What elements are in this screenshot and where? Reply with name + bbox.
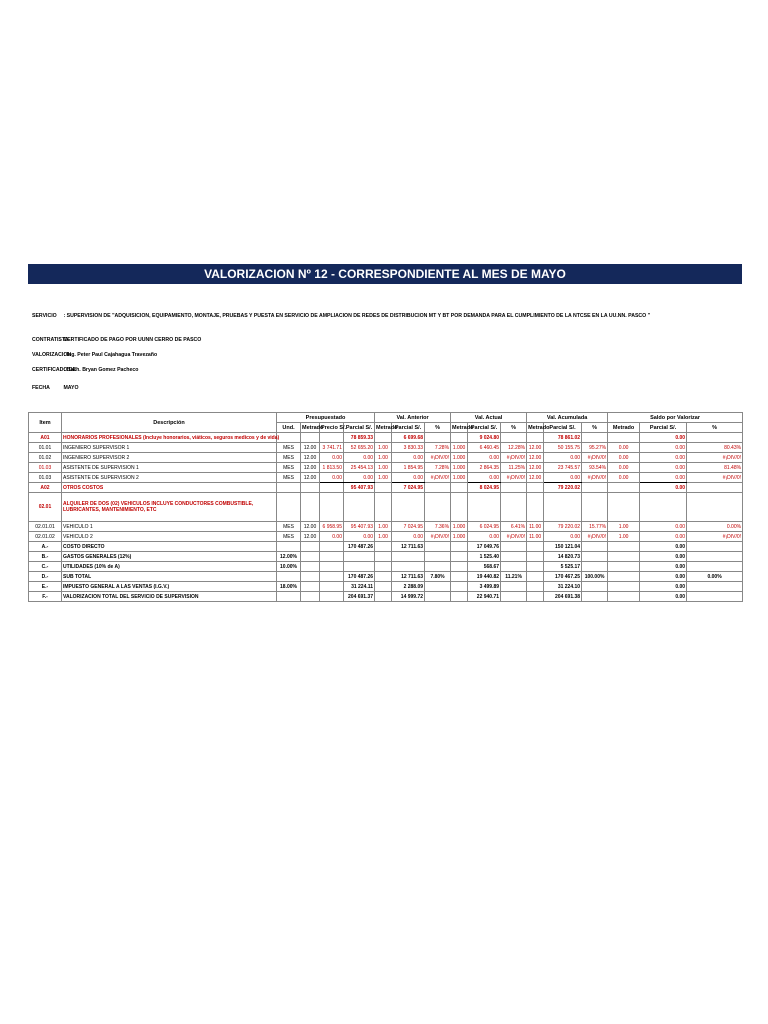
row-item: 01.02 [29, 453, 62, 463]
contratista-value: CERTIFICADO DE PAGO POR UUNN CERRO DE PASCO [63, 337, 202, 343]
total-sal-pct [687, 552, 743, 562]
total-acu-pct [582, 562, 608, 572]
row-parcial: 0.00 [344, 532, 375, 542]
total-acu-parcial: 14 820.73 [544, 552, 582, 562]
row-item: 02.01.02 [29, 532, 62, 542]
row-desc: OTROS COSTOS [62, 483, 277, 493]
total-act-parcial: 22 940.71 [468, 592, 501, 602]
total-sal-pct [687, 582, 743, 592]
total-und: 18.00% [277, 582, 301, 592]
row-anterior: 7 024.95 [392, 483, 425, 493]
total-row [29, 552, 743, 562]
total-parcial: 31 224.11 [344, 582, 375, 592]
header-parcial: Parcial S/. [344, 423, 375, 433]
total-ant-pct [425, 552, 451, 562]
total-ant-pct: 7.80% [425, 572, 451, 582]
row-desc: INGENIERO SUPERVISOR 1 [62, 443, 277, 453]
valorizacion-label: VALORIZACION [32, 352, 72, 358]
total-parcial [344, 562, 375, 572]
header-metrado: Metrado [452, 424, 474, 431]
row-parcial: 95 407.93 [344, 522, 375, 532]
total-desc: SUB TOTAL [62, 572, 277, 582]
header-metrado: Metrado [608, 423, 640, 433]
row-acumulada: 78 861.02 [544, 433, 582, 443]
row-und: MES [277, 463, 301, 473]
total-acu-pct: 100.00% [582, 572, 608, 582]
row-act-metrado: 1.000 [451, 453, 468, 463]
row-parcial: 52 655.20 [344, 443, 375, 453]
row-precio: 1 813.50 [320, 463, 344, 473]
row-ant-metrado: 1.00 [375, 522, 392, 532]
row-act-parcial: 6 460.45 [468, 443, 501, 453]
total-parcial [344, 552, 375, 562]
total-row [29, 562, 743, 572]
row-acu-parcial: 0.00 [544, 453, 582, 463]
table-row [29, 493, 743, 522]
row-parcial: 78 859.33 [344, 433, 375, 443]
total-acu-parcial: 170 467.25 [544, 572, 582, 582]
table-row [29, 532, 743, 542]
row-acu-pct: 95.27% [582, 443, 608, 453]
row-precio: 6 958.95 [320, 522, 344, 532]
total-item: E.- [29, 582, 62, 592]
row-acu-metrado: 11.00 [527, 522, 544, 532]
row-acu-parcial: 50 155.75 [544, 443, 582, 453]
total-ant-pct [425, 542, 451, 552]
row-acu-parcial: 0.00 [544, 532, 582, 542]
total-item: D.- [29, 572, 62, 582]
row-ant-pct: 7.28% [425, 443, 451, 453]
row-act-metrado: 1.000 [451, 473, 468, 483]
row-precio: 0.00 [320, 473, 344, 483]
total-parcial: 170 487.26 [344, 572, 375, 582]
row-sal-pct: #¡DIV/0! [687, 532, 743, 542]
row-ant-pct: 7.36% [425, 522, 451, 532]
total-sal-pct [687, 562, 743, 572]
row-sal-parcial: 0.00 [640, 473, 687, 483]
row-ant-metrado: 1.00 [375, 473, 392, 483]
row-acu-parcial: 0.00 [544, 473, 582, 483]
row-ant-metrado: 1.00 [375, 443, 392, 453]
row-ant-pct: #¡DIV/0! [425, 473, 451, 483]
total-acu-pct [582, 582, 608, 592]
total-act-pct [501, 582, 527, 592]
servicio-line [32, 313, 650, 319]
total-row [29, 592, 743, 602]
header-descripcion: Descripción [62, 413, 277, 433]
row-precio: 0.00 [320, 532, 344, 542]
row-acu-pct: 15.77% [582, 522, 608, 532]
certificado-label: CERTIFICADO DE [32, 367, 77, 373]
total-desc: GASTOS GENERALES (12%) [62, 552, 277, 562]
table-row [29, 453, 743, 463]
servicio-value: : SUPERVISION DE "ADQUISICION, EQUIPAMIENTO, MONTAJE, PRUEBAS Y PUESTA EN SERVICIO DE AMPLIACION DE REDES DE DISTRIBUCION MT Y BT POR DEMANDA PARA EL CUMPLIMIENTO DE LA NTCSE EN LA UU.NN. PASCO " [63, 313, 651, 319]
total-act-pct [501, 592, 527, 602]
header-parcial: Parcial S/. [640, 423, 687, 433]
header-metrado: Metrado [528, 424, 550, 431]
row-item: A01 [29, 433, 62, 443]
row-act-pct: 11.25% [501, 463, 527, 473]
total-sal-pct: 0.00% [687, 572, 743, 582]
total-und: 12.00% [277, 552, 301, 562]
row-act-pct: #¡DIV/0! [501, 453, 527, 463]
table-row [29, 433, 743, 443]
total-ant-pct [425, 582, 451, 592]
total-sal-parcial: 0.00 [640, 592, 687, 602]
row-item: 01.03 [29, 473, 62, 483]
header-metrado: Metrado [376, 424, 398, 431]
row-und: MES [277, 443, 301, 453]
row-act-metrado: 1.000 [451, 532, 468, 542]
total-act-parcial: 1 525.40 [468, 552, 501, 562]
row-und: MES [277, 473, 301, 483]
row-desc: ASISTENTE DE SUPERVISION 2 [62, 473, 277, 483]
total-item: A.- [29, 542, 62, 552]
total-ant-parcial [392, 552, 425, 562]
row-acu-parcial: 23 745.57 [544, 463, 582, 473]
row-ant-pct: #¡DIV/0! [425, 532, 451, 542]
total-und: 10.00% [277, 562, 301, 572]
fecha-value: MAYO [63, 385, 79, 391]
certificado-value: : Bach. Bryan Gomez Pacheco [63, 367, 139, 373]
header-pct: % [582, 423, 608, 433]
row-desc: ALQUILER DE DOS (02) VEHICULOS INCLUYE CONDUCTORES COMBUSTIBLE, LUBRICANTES, MANTENIMIENTO, ETC [62, 493, 277, 522]
table-header-row [29, 413, 743, 423]
row-ant-parcial: 1 854.95 [392, 463, 425, 473]
contratista-line [32, 337, 201, 343]
total-act-pct [501, 552, 527, 562]
total-parcial: 170 487.26 [344, 542, 375, 552]
row-ant-metrado: 1.00 [375, 463, 392, 473]
total-ant-parcial [392, 562, 425, 572]
total-ant-pct [425, 592, 451, 602]
row-ant-parcial: 3 830.33 [392, 443, 425, 453]
total-sal-pct [687, 542, 743, 552]
row-act-metrado: 1.000 [451, 443, 468, 453]
total-row [29, 572, 743, 582]
valorizacion-title: VALORIZACION Nº 12 - CORRESPONDIENTE AL MES DE MAYO [28, 264, 742, 284]
row-sal-parcial: 0.00 [640, 532, 687, 542]
valorizacion-table [28, 412, 743, 602]
row-metrado: 12.00 [301, 532, 320, 542]
row-act-parcial: 6 024.95 [468, 522, 501, 532]
row-acu-pct: #¡DIV/0! [582, 532, 608, 542]
row-act-pct: #¡DIV/0! [501, 473, 527, 483]
total-acu-parcial: 31 224.10 [544, 582, 582, 592]
header-actual: Val. Actual [451, 413, 527, 423]
row-desc: INGENIERO SUPERVISOR 2 [62, 453, 277, 463]
row-sal-parcial: 0.00 [640, 453, 687, 463]
row-sal-metrado: 1.00 [608, 532, 640, 542]
row-acu-pct: 93.54% [582, 463, 608, 473]
header-pct: % [687, 423, 743, 433]
table-row [29, 473, 743, 483]
row-act-metrado: 1.000 [451, 463, 468, 473]
row-precio: 0.00 [320, 453, 344, 463]
row-act-parcial: 0.00 [468, 532, 501, 542]
row-parcial: 95 407.93 [344, 483, 375, 493]
row-acumulada: 79 220.02 [544, 483, 582, 493]
header-parcial: Parcial S/. [468, 423, 501, 433]
row-desc: VEHICULO 2 [62, 532, 277, 542]
total-acu-pct [582, 552, 608, 562]
contratista-label: CONTRATISTA [32, 337, 69, 343]
row-sal-parcial: 0.00 [640, 522, 687, 532]
row-anterior: 6 699.68 [392, 433, 425, 443]
row-acu-parcial: 79 220.02 [544, 522, 582, 532]
total-und [277, 572, 301, 582]
fecha-label: FECHA [32, 385, 50, 391]
valorizacion-value: : Ing. Peter Paul Cajahagua Travezaño [63, 352, 158, 358]
row-parcial: 25 454.13 [344, 463, 375, 473]
total-sal-pct [687, 592, 743, 602]
row-item: 02.01 [29, 493, 62, 522]
total-act-parcial: 17 049.76 [468, 542, 501, 552]
row-saldo: 0.00 [640, 483, 687, 493]
row-item: 01.01 [29, 443, 62, 453]
total-sal-parcial: 0.00 [640, 572, 687, 582]
row-acu-pct: #¡DIV/0! [582, 473, 608, 483]
row-ant-parcial: 0.00 [392, 473, 425, 483]
total-desc: COSTO DIRECTO [62, 542, 277, 552]
row-act-pct: 6.41% [501, 522, 527, 532]
row-metrado: 12.00 [301, 522, 320, 532]
table-row [29, 483, 743, 493]
row-sal-parcial: 0.00 [640, 443, 687, 453]
row-parcial: 0.00 [344, 473, 375, 483]
total-ant-pct [425, 562, 451, 572]
table-row [29, 522, 743, 532]
total-und [277, 542, 301, 552]
row-metrado: 12.00 [301, 443, 320, 453]
row-act-pct: 12.28% [501, 443, 527, 453]
total-item: F.- [29, 592, 62, 602]
row-act-metrado: 1.000 [451, 522, 468, 532]
certificado-line [32, 367, 138, 373]
total-acu-parcial: 204 691.38 [544, 592, 582, 602]
row-acu-metrado: 12.00 [527, 463, 544, 473]
row-sal-metrado: 0.00 [608, 443, 640, 453]
row-ant-parcial: 0.00 [392, 453, 425, 463]
row-parcial: 0.00 [344, 453, 375, 463]
row-sal-pct: 0.00% [687, 522, 743, 532]
header-parcial: Parcial S/. [392, 423, 425, 433]
total-acu-parcial: 5 525.17 [544, 562, 582, 572]
header-pct: % [425, 423, 451, 433]
total-acu-pct [582, 542, 608, 552]
row-act-parcial: 0.00 [468, 473, 501, 483]
total-item: B.- [29, 552, 62, 562]
row-actual: 9 024.80 [468, 433, 501, 443]
row-item: 01.03 [29, 463, 62, 473]
total-ant-parcial: 2 288.09 [392, 582, 425, 592]
row-saldo: 0.00 [640, 433, 687, 443]
header-pct: % [501, 423, 527, 433]
row-ant-metrado: 1.00 [375, 532, 392, 542]
total-act-pct [501, 562, 527, 572]
total-desc: UTILIDADES (10% de A) [62, 562, 277, 572]
total-sal-parcial: 0.00 [640, 562, 687, 572]
row-und: MES [277, 532, 301, 542]
row-act-parcial: 2 864.35 [468, 463, 501, 473]
row-ant-parcial: 7 024.95 [392, 522, 425, 532]
header-saldo: Saldo por Valorizar [608, 413, 743, 423]
row-sal-parcial: 0.00 [640, 463, 687, 473]
row-sal-metrado: 0.00 [608, 453, 640, 463]
total-sal-parcial: 0.00 [640, 582, 687, 592]
total-act-pct: 11.21% [501, 572, 527, 582]
row-item: 02.01.01 [29, 522, 62, 532]
row-desc: HONORARIOS PROFESIONALES (Incluye honorarios, viáticos, seguros medicos y de vida) [63, 434, 280, 441]
fecha-line [32, 385, 79, 391]
row-ant-metrado: 1.00 [375, 453, 392, 463]
row-und: MES [277, 453, 301, 463]
header-acumulada: Val. Acumulada [527, 413, 608, 423]
total-desc: VALORIZACION TOTAL DEL SERVICIO DE SUPERVISION [62, 592, 277, 602]
row-desc: ASISTENTE DE SUPERVISION 1 [62, 463, 277, 473]
table-row [29, 443, 743, 453]
row-ant-pct: #¡DIV/0! [425, 453, 451, 463]
row-und: MES [277, 522, 301, 532]
header-metrado: Metrado [302, 424, 324, 431]
row-sal-pct: #¡DIV/0! [687, 453, 743, 463]
total-sal-parcial: 0.00 [640, 542, 687, 552]
table-row [29, 463, 743, 473]
header-precio: Precio S/. [321, 424, 347, 431]
total-act-parcial: 568.67 [468, 562, 501, 572]
row-acu-metrado: 12.00 [527, 443, 544, 453]
total-acu-parcial: 150 121.04 [544, 542, 582, 552]
total-acu-pct [582, 592, 608, 602]
servicio-label: SERVICIO [32, 313, 57, 319]
row-ant-pct: 7.28% [425, 463, 451, 473]
row-acu-metrado: 11.00 [527, 532, 544, 542]
header-anterior: Val. Anterior [375, 413, 451, 423]
row-act-pct: #¡DIV/0! [501, 532, 527, 542]
total-und [277, 592, 301, 602]
total-ant-parcial: 12 711.63 [392, 572, 425, 582]
header-parcial: Parcial S/. [544, 423, 582, 433]
row-actual: 8 024.95 [468, 483, 501, 493]
total-act-parcial: 3 499.89 [468, 582, 501, 592]
row-act-parcial: 0.00 [468, 453, 501, 463]
row-sal-pct: #¡DIV/0! [687, 473, 743, 483]
row-sal-metrado: 0.00 [608, 473, 640, 483]
row-ant-parcial: 0.00 [392, 532, 425, 542]
row-metrado: 12.00 [301, 463, 320, 473]
row-sal-pct: 81.48% [687, 463, 743, 473]
row-sal-pct: 80.43% [687, 443, 743, 453]
row-acu-metrado: 12.00 [527, 473, 544, 483]
total-row [29, 582, 743, 592]
header-presupuestado: Presupuestado [277, 413, 375, 423]
row-sal-metrado: 1.00 [608, 522, 640, 532]
total-ant-parcial: 14 999.72 [392, 592, 425, 602]
row-item: A02 [29, 483, 62, 493]
row-metrado: 12.00 [301, 453, 320, 463]
total-desc: IMPUESTO GENERAL A LAS VENTAS (I.G.V.) [62, 582, 277, 592]
total-row [29, 542, 743, 552]
row-sal-metrado: 0.00 [608, 463, 640, 473]
total-act-pct [501, 542, 527, 552]
total-parcial: 204 691.37 [344, 592, 375, 602]
header-und: Und. [277, 423, 301, 433]
row-acu-pct: #¡DIV/0! [582, 453, 608, 463]
total-ant-parcial: 12 711.63 [392, 542, 425, 552]
total-sal-parcial: 0.00 [640, 552, 687, 562]
row-precio: 3 741.71 [320, 443, 344, 453]
row-metrado: 12.00 [301, 473, 320, 483]
total-act-parcial: 19 440.82 [468, 572, 501, 582]
total-item: C.- [29, 562, 62, 572]
row-acu-metrado: 12.00 [527, 453, 544, 463]
header-item: Item [29, 413, 62, 433]
valorizacion-line [32, 352, 157, 358]
row-desc: VEHICULO 1 [62, 522, 277, 532]
